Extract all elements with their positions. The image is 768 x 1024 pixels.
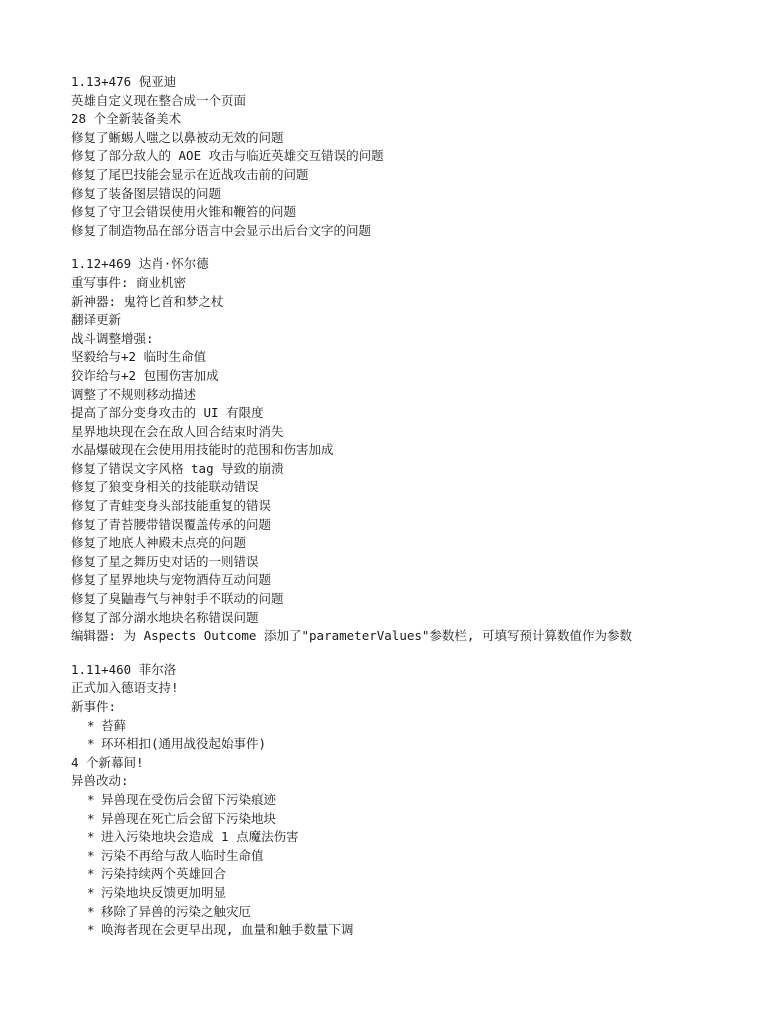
list-item-text: 异兽现在死亡后会留下污染地块 [101,810,277,826]
list-item [71,735,751,754]
changelog-line: 修复了地底人神殿未点亮的问题 [71,535,247,551]
version-section-1-13 [71,73,751,240]
list-item-text: 移除了异兽的污染之触灾厄 [101,903,252,919]
changelog-line: 翻译更新 [71,312,122,328]
changelog-line: 修复了星之舞历史对话的一则错误 [71,553,259,569]
list-item [71,717,751,736]
changelog-line: 战斗调整增强: [71,330,154,346]
changelog-line: 修复了守卫会错误使用火锥和鞭笞的问题 [71,204,297,220]
changelog-line: 英雄自定义现在整合成一个页面 [71,92,247,108]
changelog-line: 修复了装备图层错误的问题 [71,185,222,201]
version-title: 1.12+469 达肖·怀尔德 [71,256,209,272]
bullet-marker: * [87,922,95,938]
changelog-line: 新事件: [71,699,117,714]
list-item [71,847,751,866]
list-item [71,865,751,884]
list-item-text: 污染不再给与敌人临时生命值 [101,847,264,863]
list-item [71,791,751,810]
list-item-text: 异兽现在受伤后会留下污染痕迹 [101,791,277,807]
changelog-line: 修复了尾巴技能会显示在近战攻击前的问题 [71,166,309,182]
list-item-text: 进入污染地块会造成 1 点魔法伤害 [101,829,299,845]
changelog-line: 修复了青苔腰带错误覆盖传承的问题 [71,516,272,532]
changelog-line: 修复了狼变身相关的技能联动错误 [71,479,259,495]
list-item-text: 唤海者现在会更早出现, 血量和触手数量下调 [101,922,354,938]
changelog-line: 修复了错误文字风格 tag 导致的崩溃 [71,460,284,476]
list-item-text: 污染地块反馈更加明显 [101,884,227,900]
changelog-line: 编辑器: 为 Aspects Outcome 添加了"parameterValues"参数栏, 可填写预计算数值作为参数 [71,628,632,644]
bullet-marker: * [87,791,95,807]
bullet-marker: * [87,736,95,752]
list-item [71,903,751,922]
list-item-text: 污染持续两个英雄回合 [101,866,227,882]
changelog-line: 修复了青蛙变身头部技能重复的错误 [71,498,272,514]
changelog-document [71,73,751,955]
version-section-1-11 [71,661,751,940]
list-item-text: 苔藓 [101,717,127,733]
changelog-line: 修复了部分敌人的 AOE 攻击与临近英雄交互错误的问题 [71,148,384,164]
bullet-marker: * [87,884,95,900]
changelog-line: 水晶爆破现在会使用用技能时的范围和伤害加成 [71,442,334,458]
changelog-line: 修复了蜥蜴人嗤之以鼻被动无效的问题 [71,129,284,145]
bullet-marker: * [87,829,95,845]
list-item [71,921,751,940]
changelog-line: 坚毅给与+2 临时生命值 [71,349,207,365]
changelog-line: 异兽改动: [71,773,129,789]
list-item [71,828,751,847]
changelog-line: 28 个全新装备美术 [71,111,182,127]
bullet-marker: * [87,847,95,863]
version-title: 1.11+460 菲尔洛 [71,661,177,677]
version-section-1-12 [71,255,751,645]
list-item [71,884,751,903]
changelog-line: 修复了制造物品在部分语言中会显示出后台文字的问题 [71,222,372,238]
changelog-line: 狡诈给与+2 包围伤害加成 [71,367,219,383]
changelog-line: 修复了部分湖水地块名称错误问题 [71,609,259,625]
bullet-marker: * [87,810,95,826]
changelog-line: 4 个新幕间! [71,754,144,770]
list-item-text: 环环相扣(通用战役起始事件) [101,736,267,752]
bullet-marker: * [87,866,95,882]
changelog-line: 调整了不规则移动描述 [71,386,197,402]
changelog-line: 提高了部分变身攻击的 UI 有限度 [71,405,264,421]
changelog-line: 新神器: 鬼符匕首和梦之杖 [71,293,224,309]
changelog-line: 重写事件: 商业机密 [71,274,187,290]
changelog-line: 修复了臭鼬毒气与神射手不联动的问题 [71,591,284,607]
changelog-line: 修复了星界地块与宠物酒侍互动问题 [71,572,272,588]
bullet-marker: * [87,903,95,919]
changelog-line: 正式加入德语支持! [71,680,179,696]
changelog-line: 星界地块现在会在敌人回合结束时消失 [71,423,284,439]
bullet-marker: * [87,717,95,733]
version-title: 1.13+476 倪亚迪 [71,74,177,89]
list-item [71,810,751,829]
